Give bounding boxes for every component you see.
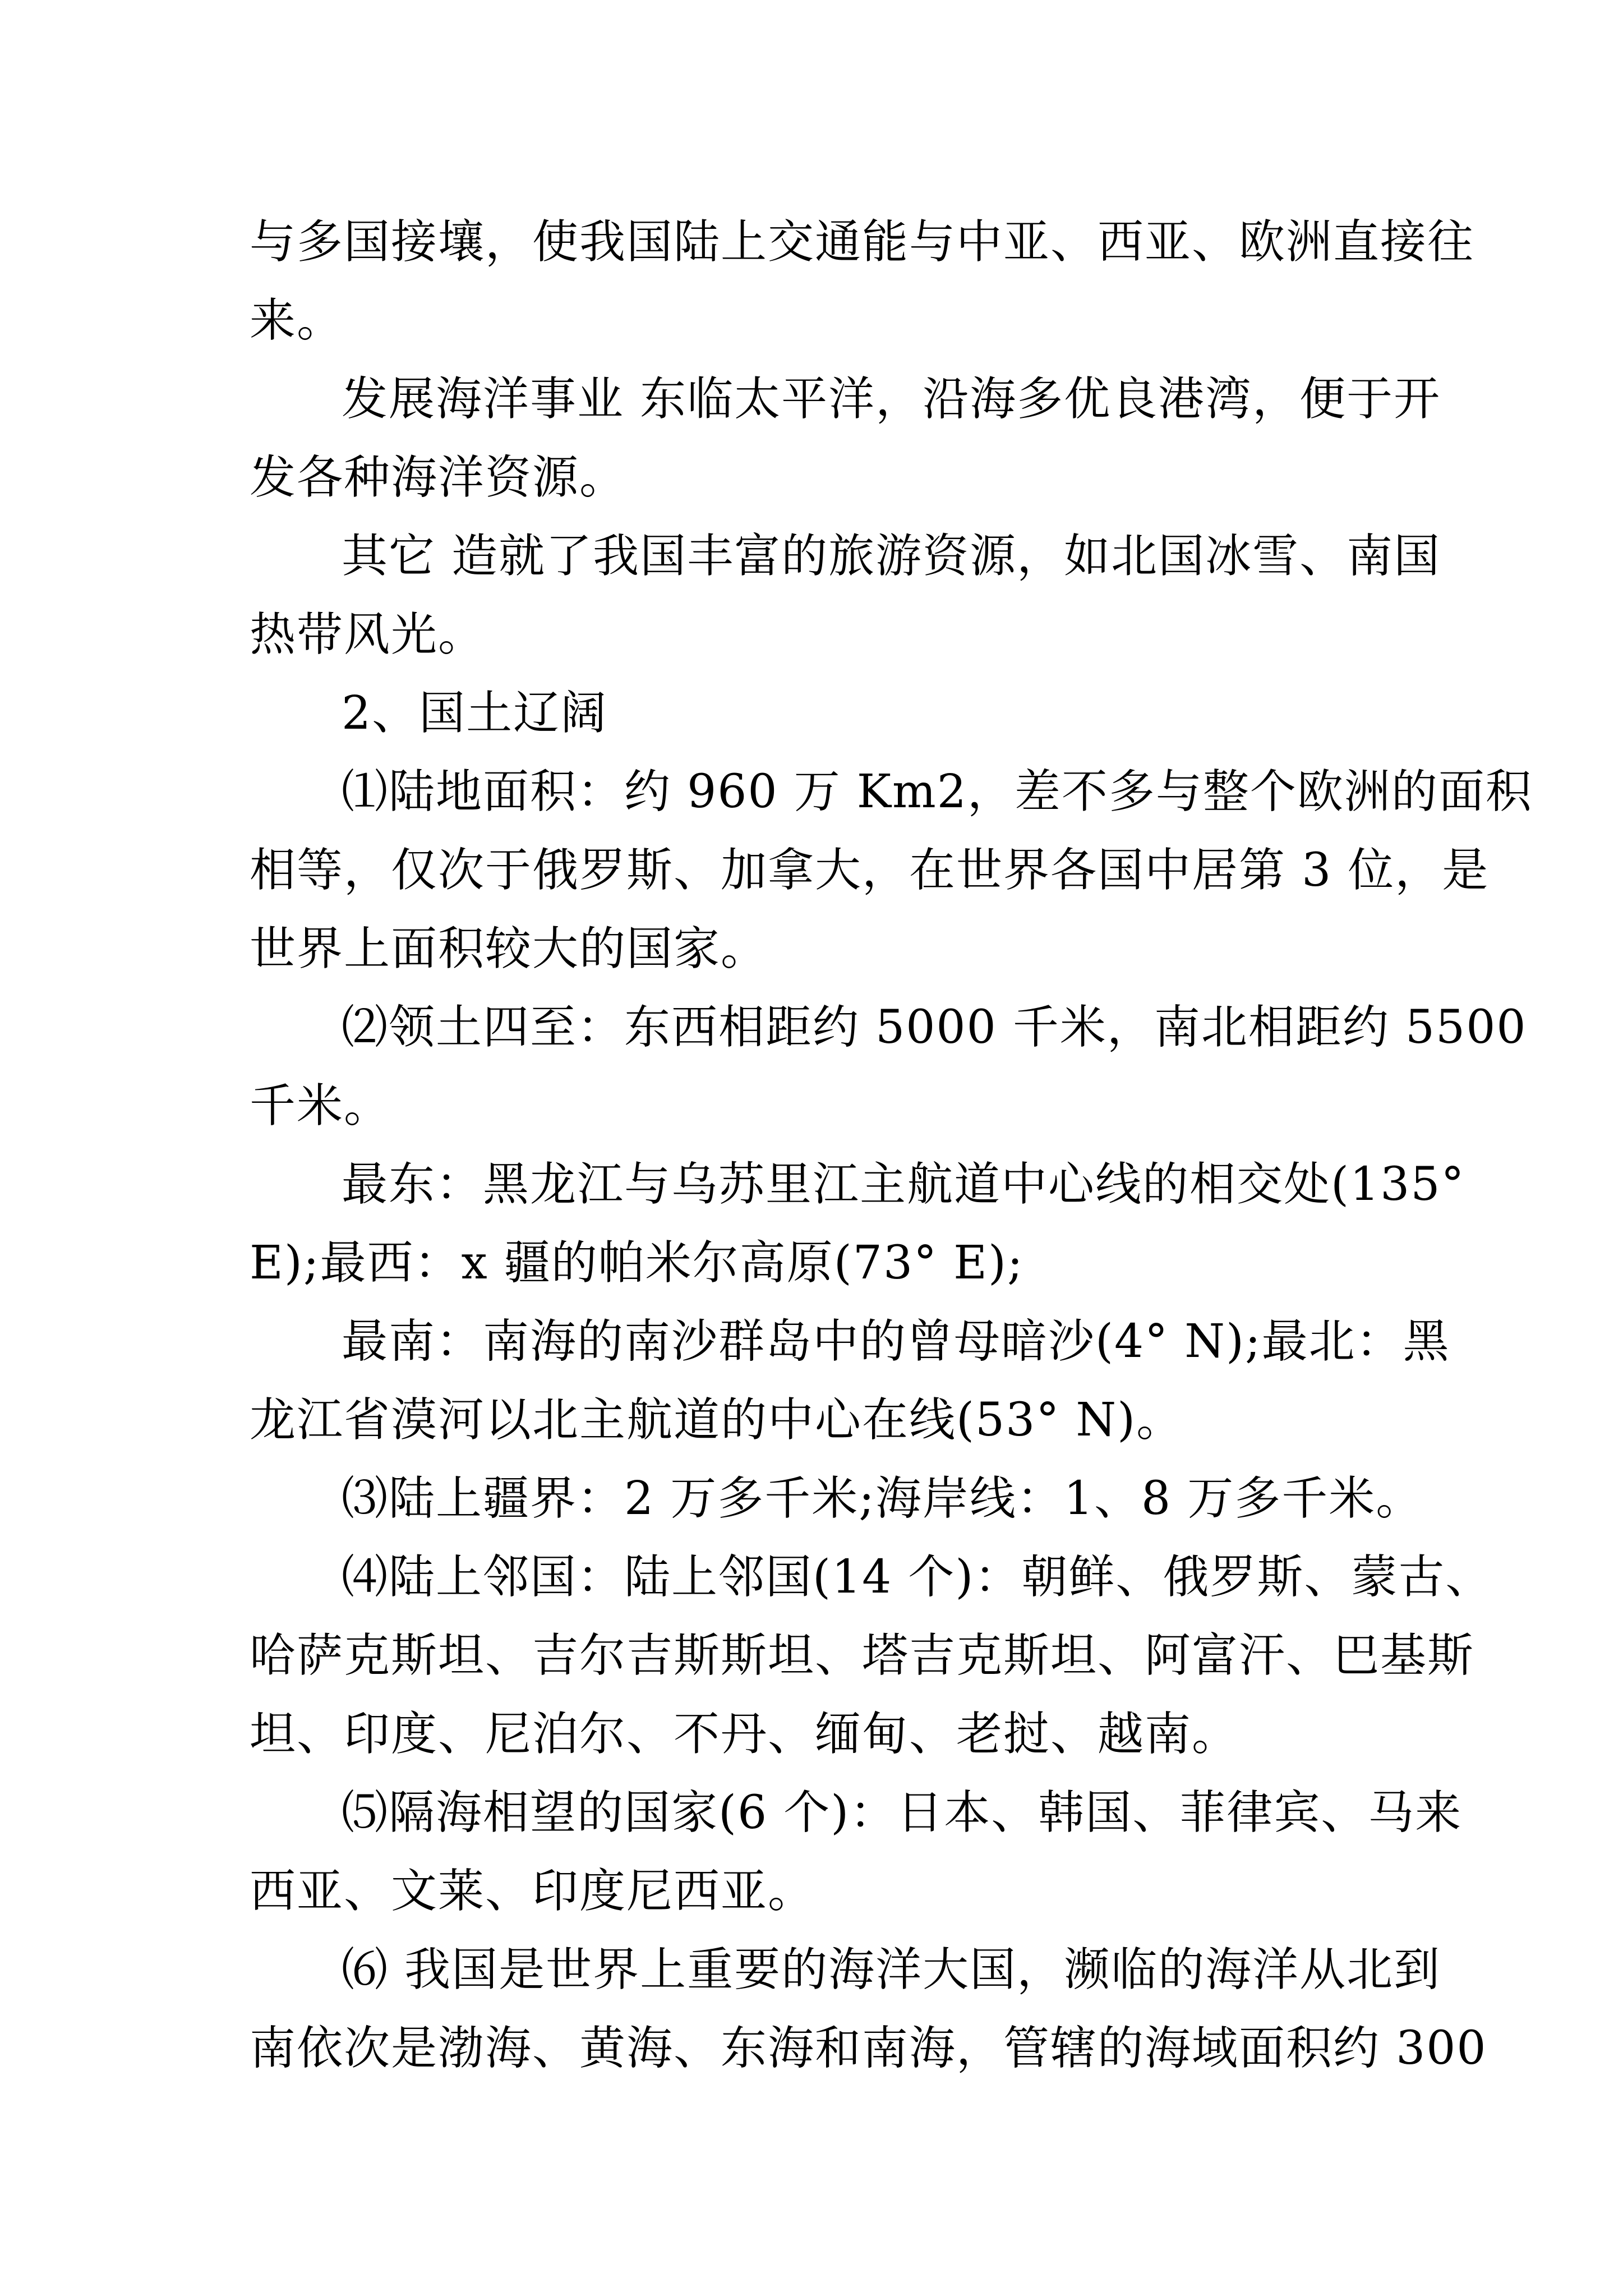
text-line: 2、国土辽阔	[342, 687, 608, 740]
text-line: 千米。	[250, 1079, 391, 1133]
text-line: 南依次是渤海、黄海、东海和南海，管辖的海域面积约 300	[250, 2022, 1487, 2075]
paragraph	[250, 360, 1441, 517]
text-line: 最东：黑龙江与乌苏里江主航道中心线的相交处(135°	[342, 1158, 1465, 1211]
paragraph	[250, 988, 1527, 1145]
text-line: 最南：南海的南沙群岛中的曾母暗沙(4° N);最北：黑	[342, 1315, 1450, 1368]
text-line: 与多国接壤，使我国陆上交通能与中亚、西亚、欧洲直接往	[250, 215, 1475, 269]
text-line: 世界上面积较大的国家。	[250, 922, 768, 976]
text-line: ⑹ 我国是世界上重要的海洋大国，濒临的海洋从北到	[342, 1943, 1441, 1996]
paragraph	[250, 753, 1533, 988]
paragraph	[250, 1145, 1465, 1303]
text-line: 来。	[250, 294, 344, 347]
text-line: ⑵领土四至：东西相距约 5000 千米，南北相距约 5500	[342, 1001, 1527, 1054]
text-line: E);最西：x 疆的帕米尔高原(73° E);	[250, 1236, 1024, 1290]
text-line: ⑴陆地面积：约 960 万 Km2，差不多与整个欧洲的面积	[342, 765, 1533, 818]
paragraph	[250, 1774, 1463, 1931]
text-line: 龙江省漠河以北主航道的中心在线(53° N)。	[250, 1393, 1184, 1447]
paragraph	[250, 1303, 1450, 1460]
paragraph	[250, 1538, 1493, 1774]
text-line: ⑸隔海相望的国家(6 个)：日本、韩国、菲律宾、马来	[342, 1786, 1463, 1839]
text-line: 发展海洋事业 东临太平洋，沿海多优良港湾，便于开	[342, 372, 1441, 426]
paragraph	[250, 203, 1475, 360]
text-line: ⑶陆上疆界：2 万多千米;海岸线：1、8 万多千米。	[342, 1472, 1423, 1525]
paragraph	[250, 1460, 1423, 1538]
text-line: 相等，仅次于俄罗斯、加拿大，在世界各国中居第 3 位，是	[250, 844, 1490, 897]
text-line: 西亚、文莱、印度尼西亚。	[250, 1865, 815, 1918]
text-line: 热带风光。	[250, 608, 486, 661]
text-line: 发各种海洋资源。	[250, 451, 627, 504]
paragraph	[250, 1931, 1487, 2088]
text-line: 坦、印度、尼泊尔、不丹、缅甸、老挝、越南。	[250, 1708, 1239, 1761]
text-line: ⑷陆上邻国：陆上邻国(14 个)：朝鲜、俄罗斯、蒙古、	[342, 1550, 1493, 1604]
text-line: 其它 造就了我国丰富的旅游资源，如北国冰雪、南国	[342, 530, 1441, 583]
section-heading	[250, 674, 1388, 753]
document-body	[250, 203, 1533, 2088]
paragraph	[250, 517, 1441, 674]
text-line: 哈萨克斯坦、吉尔吉斯斯坦、塔吉克斯坦、阿富汗、巴基斯	[250, 1629, 1475, 1682]
